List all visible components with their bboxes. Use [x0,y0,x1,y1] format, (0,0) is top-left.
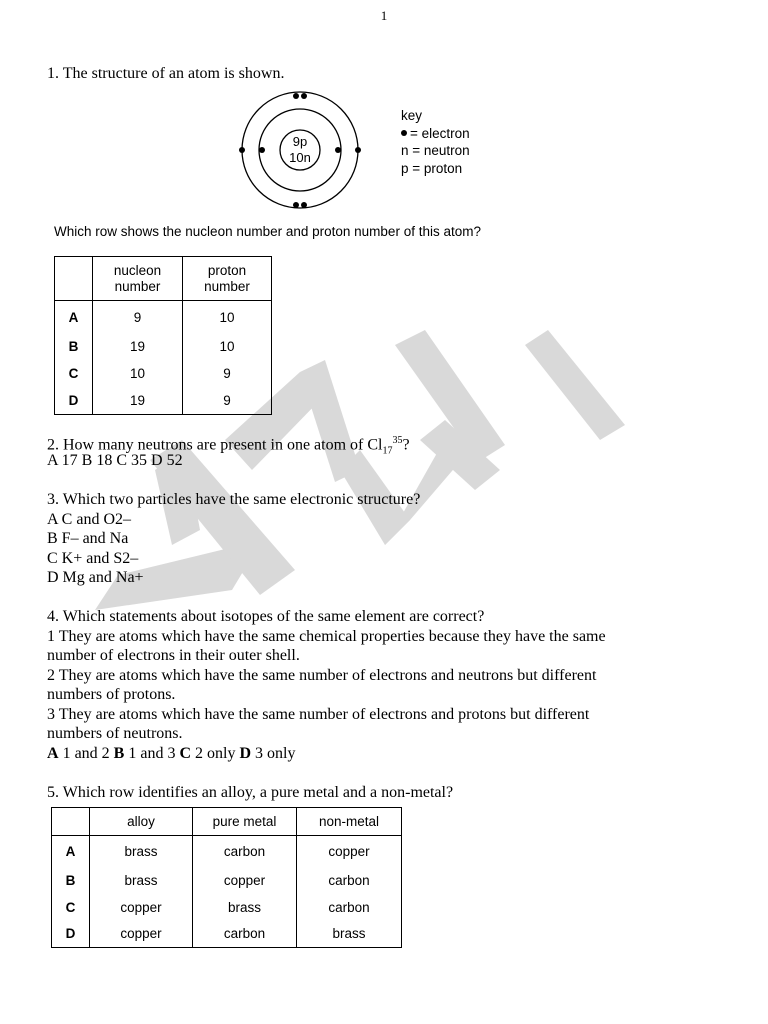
page-number: 1 [380,8,388,23]
electron-dot-icon [401,130,407,136]
q5-prompt: 5. Which row identifies an alloy, a pure metal and a non-metal? [47,784,454,801]
q4-statement-line: 2 They are atoms which have the same number of electrons and neutrons but different [47,667,597,684]
q3-option-b: B F– and Na [47,530,129,547]
q1-table [54,256,272,415]
table-row: B brass copper carbon [52,868,402,894]
q4-statement-line: numbers of neutrons. [47,725,183,742]
nucleus-protons: 9p [292,134,308,149]
header-alloy: alloy [90,808,193,836]
header-pure-metal: pure metal [193,808,297,836]
table-row: A brass carbon copper [52,836,402,868]
key-neutron: n = neutron [401,143,470,158]
q3-option-a: A C and O2– [47,511,131,528]
q1-prompt: 1. The structure of an atom is shown. [47,65,285,82]
q5-table [51,807,402,948]
header-non-metal: non-metal [297,808,402,836]
q3-option-d: D Mg and Na+ [47,569,144,586]
header-nucleon: nucleon number [93,257,183,301]
q4-statement-line: number of electrons in their outer shell. [47,647,300,664]
q3-option-c: C K+ and S2– [47,550,139,567]
q4-statement-line: numbers of protons. [47,686,176,703]
header-proton: proton number [183,257,272,301]
q2-options: A 17 B 18 C 35 D 52 [47,452,183,469]
table-row: C copper brass carbon [52,894,402,921]
table-row: C 10 9 [55,360,272,387]
q4-statement-line: 3 They are atoms which have the same number of electrons and protons but different [47,706,590,723]
atom-diagram [232,88,362,213]
key-title: key [401,108,423,123]
q4-prompt: 4. Which statements about isotopes of the same element are correct? [47,608,485,625]
table-row: D copper carbon brass [52,921,402,948]
q1-question: Which row shows the nucleon number and proton number of this atom? [54,224,481,239]
q2-prompt: 2. How many neutrons are present in one atom of $Cl_{17}^{35}$? [47,435,410,457]
key-electron: = electron [401,125,470,143]
q3-prompt: 3. Which two particles have the same electronic structure? [47,491,421,508]
table-row: D 19 9 [55,387,272,415]
table-row: A 9 10 [55,301,272,334]
q4-answers: A 1 and 2 B 1 and 3 C 2 only D 3 only [47,745,296,762]
table-row: B 19 10 [55,334,272,360]
key-proton: p = proton [401,160,463,176]
q4-statement-line: 1 They are atoms which have the same chemical properties because they have the same [47,628,606,645]
key [401,107,470,177]
nucleus-neutrons: 10n [289,150,311,165]
